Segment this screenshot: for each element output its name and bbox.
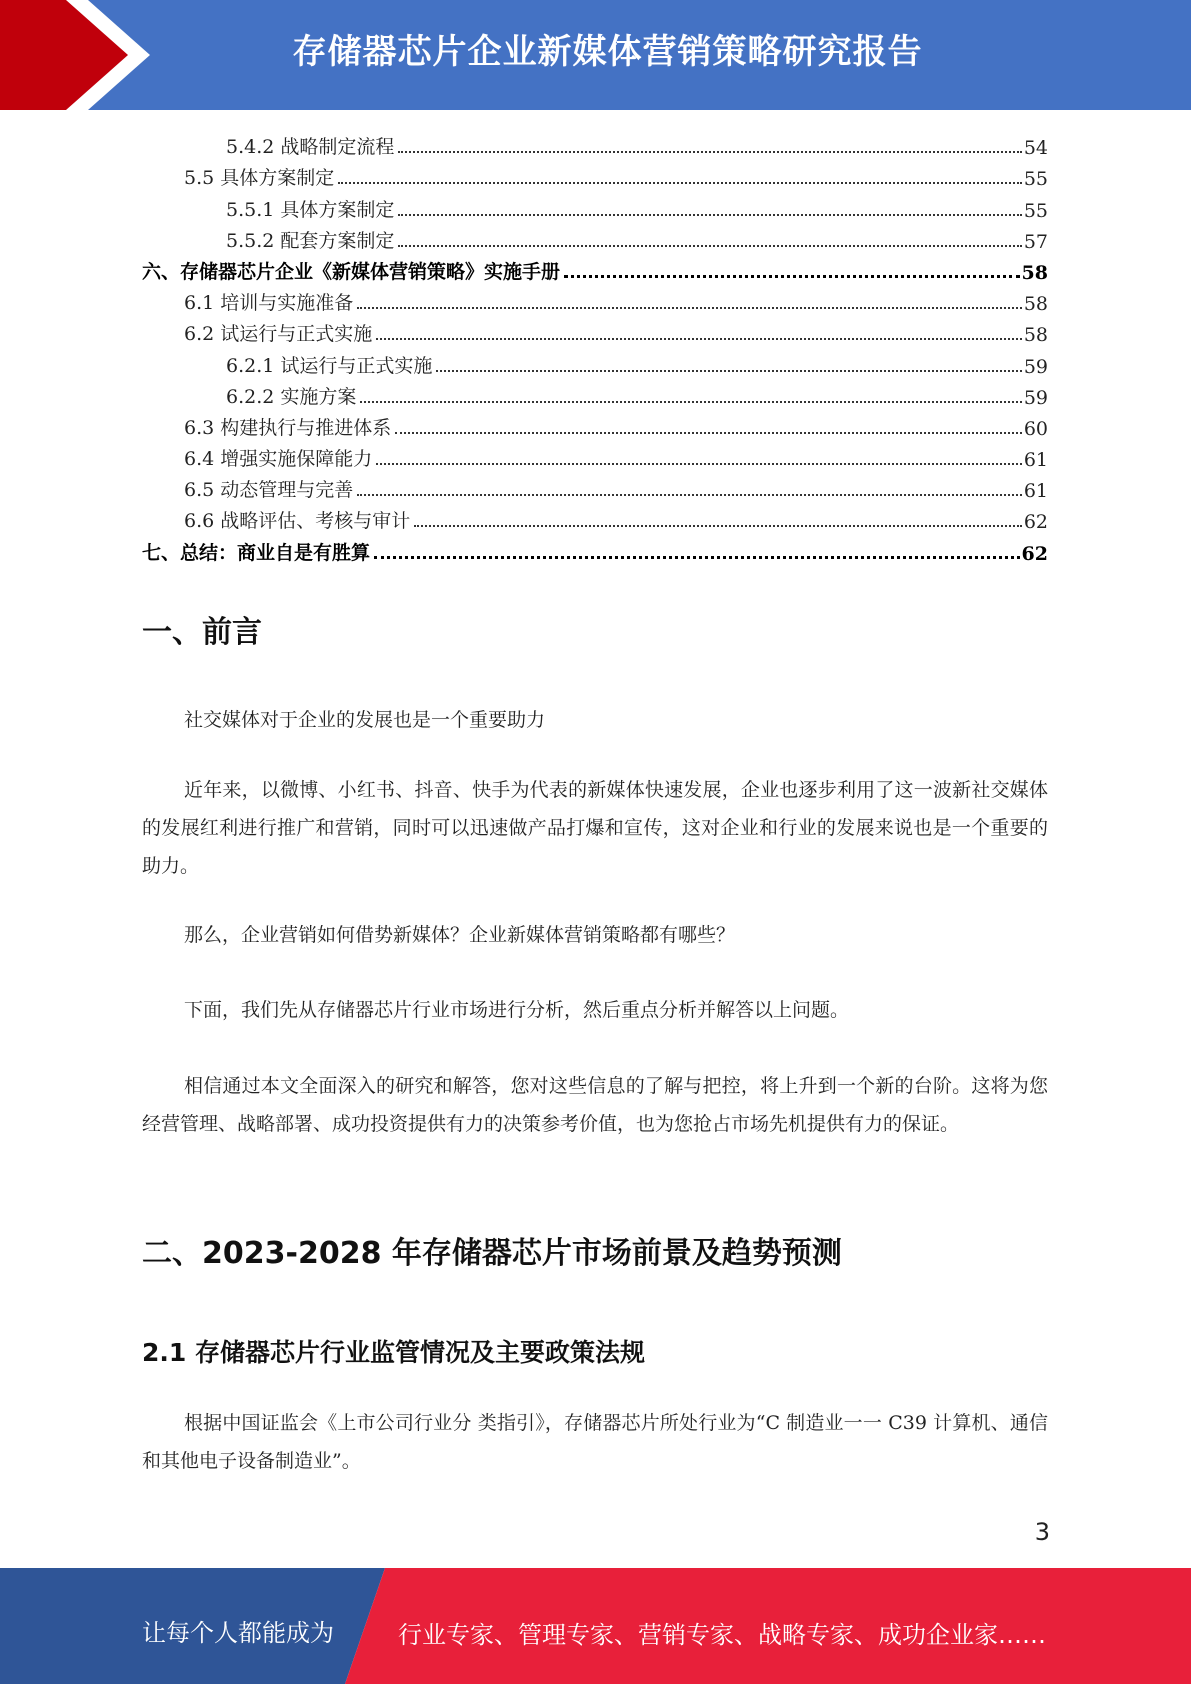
toc-dot-leader [398,151,1021,153]
toc-dot-leader [360,401,1021,403]
paragraph: 相信通过本文全面深入的研究和解答，您对这些信息的了解与把控，将上升到一个新的台阶。这将为您经营管理、战略部署、成功投资提供有力的决策参考价值，也为您抢占市场先机提供有力的保证。 [142,1075,1048,1135]
toc-entry-page: 62 [1023,511,1048,534]
toc-entry-title: 6.1 培训与实施准备 [184,292,354,315]
toc-entry-page: 59 [1023,355,1048,378]
toc-entry-page: 61 [1023,449,1048,472]
toc-entry[interactable] [142,253,1048,284]
toc-entry[interactable] [142,346,1048,377]
toc-entry-page: 57 [1023,230,1048,253]
toc-entry-title: 5.4.2 战略制定流程 [226,136,395,159]
toc-entry[interactable] [142,190,1048,221]
toc-dot-leader [376,338,1022,340]
toc-entry-title: 6.2.2 实施方案 [226,385,357,408]
toc-entry[interactable] [142,315,1048,346]
page-number: 3 [1034,1518,1050,1546]
toc-entry-page: 54 [1023,137,1048,160]
page-header [0,0,1191,110]
paragraph: 下面，我们先从存储器芯片行业市场进行分析，然后重点分析并解答以上问题。 [184,999,850,1021]
toc-entry[interactable] [142,440,1048,471]
toc-dot-leader [338,182,1022,184]
toc-dot-leader [398,214,1021,216]
toc-dot-leader [376,463,1022,465]
toc-entry[interactable] [142,128,1048,159]
toc-entry-page: 60 [1023,417,1048,440]
toc-entry-page: 59 [1023,386,1048,409]
toc-entry-title: 5.5.1 具体方案制定 [226,198,395,221]
paragraph: 根据中国证监会《上市公司行业分 类指引》，存储器芯片所处行业为“C 制造业一一 C39 计算机、通信和其他电子设备制造业”。 [142,1412,1048,1472]
toc-entry-page: 58 [1023,293,1048,316]
toc-dot-leader [414,525,1022,527]
toc-entry[interactable] [142,409,1048,440]
toc-dot-leader [395,432,1022,434]
toc-entry-title: 六、存储器芯片企业《新媒体营销策略》实施手册 [142,260,561,283]
toc-entry[interactable] [142,471,1048,502]
toc-entry-title: 5.5 具体方案制定 [184,167,335,190]
toc-entry-title: 5.5.2 配套方案制定 [226,229,395,252]
toc-entry[interactable] [142,222,1048,253]
toc-entry-page: 55 [1023,199,1048,222]
subsection-heading-regulation: 2.1 存储器芯片行业监管情况及主要政策法规 [142,1338,645,1367]
toc-dot-leader [398,245,1021,247]
toc-entry-page: 58 [1023,324,1048,347]
section-heading-preface: 一、前言 [142,615,262,650]
toc-entry-title: 6.5 动态管理与完善 [184,479,354,502]
footer-slogan-right: 行业专家、管理专家、营销专家、战略专家、成功企业家…… [398,1621,1046,1649]
toc-entry-title: 6.6 战略评估、考核与审计 [184,510,411,533]
paragraph: 近年来，以微博、小红书、抖音、快手为代表的新媒体快速发展，企业也逐步利用了这一波新社交媒体的发展红利进行推广和营销，同时可以迅速做产品打爆和宣传，这对企业和行业的发展来说也是一个重要的助力。 [142,779,1048,877]
toc-entry[interactable] [142,378,1048,409]
paragraph: 社交媒体对于企业的发展也是一个重要助力 [184,709,546,731]
toc-dot-leader [436,370,1021,372]
toc-entry-title: 6.2.1 试运行与正式实施 [226,354,433,377]
toc-entry-title: 6.2 试运行与正式实施 [184,323,373,346]
toc-dot-leader [357,307,1022,309]
toc-dot-leader [357,494,1022,496]
header-title: 存储器芯片企业新媒体营销策略研究报告 [292,32,923,72]
toc-entry-title: 6.4 增强实施保障能力 [184,448,373,471]
toc-entry-page: 55 [1023,168,1048,191]
toc-entry-page: 61 [1023,480,1048,503]
section-heading-market-forecast: 二、2023-2028 年存储器芯片市场前景及趋势预测 [142,1236,842,1271]
toc-entry[interactable] [142,159,1048,190]
toc-entry-title: 七、总结：商业自是有胜算 [142,541,371,564]
table-of-contents [142,128,1048,565]
footer-slogan-left: 让每个人都能成为 [142,1619,334,1647]
toc-entry-page: 58 [1021,261,1048,284]
toc-entry[interactable] [142,502,1048,533]
paragraph: 那么，企业营销如何借势新媒体？企业新媒体营销策略都有哪些？ [184,924,736,946]
toc-entry-page: 62 [1021,542,1048,565]
toc-entry-title: 6.3 构建执行与推进体系 [184,416,392,439]
toc-dot-leader [374,556,1020,559]
toc-entry[interactable] [142,533,1048,564]
toc-entry[interactable] [142,284,1048,315]
toc-dot-leader [564,275,1020,278]
